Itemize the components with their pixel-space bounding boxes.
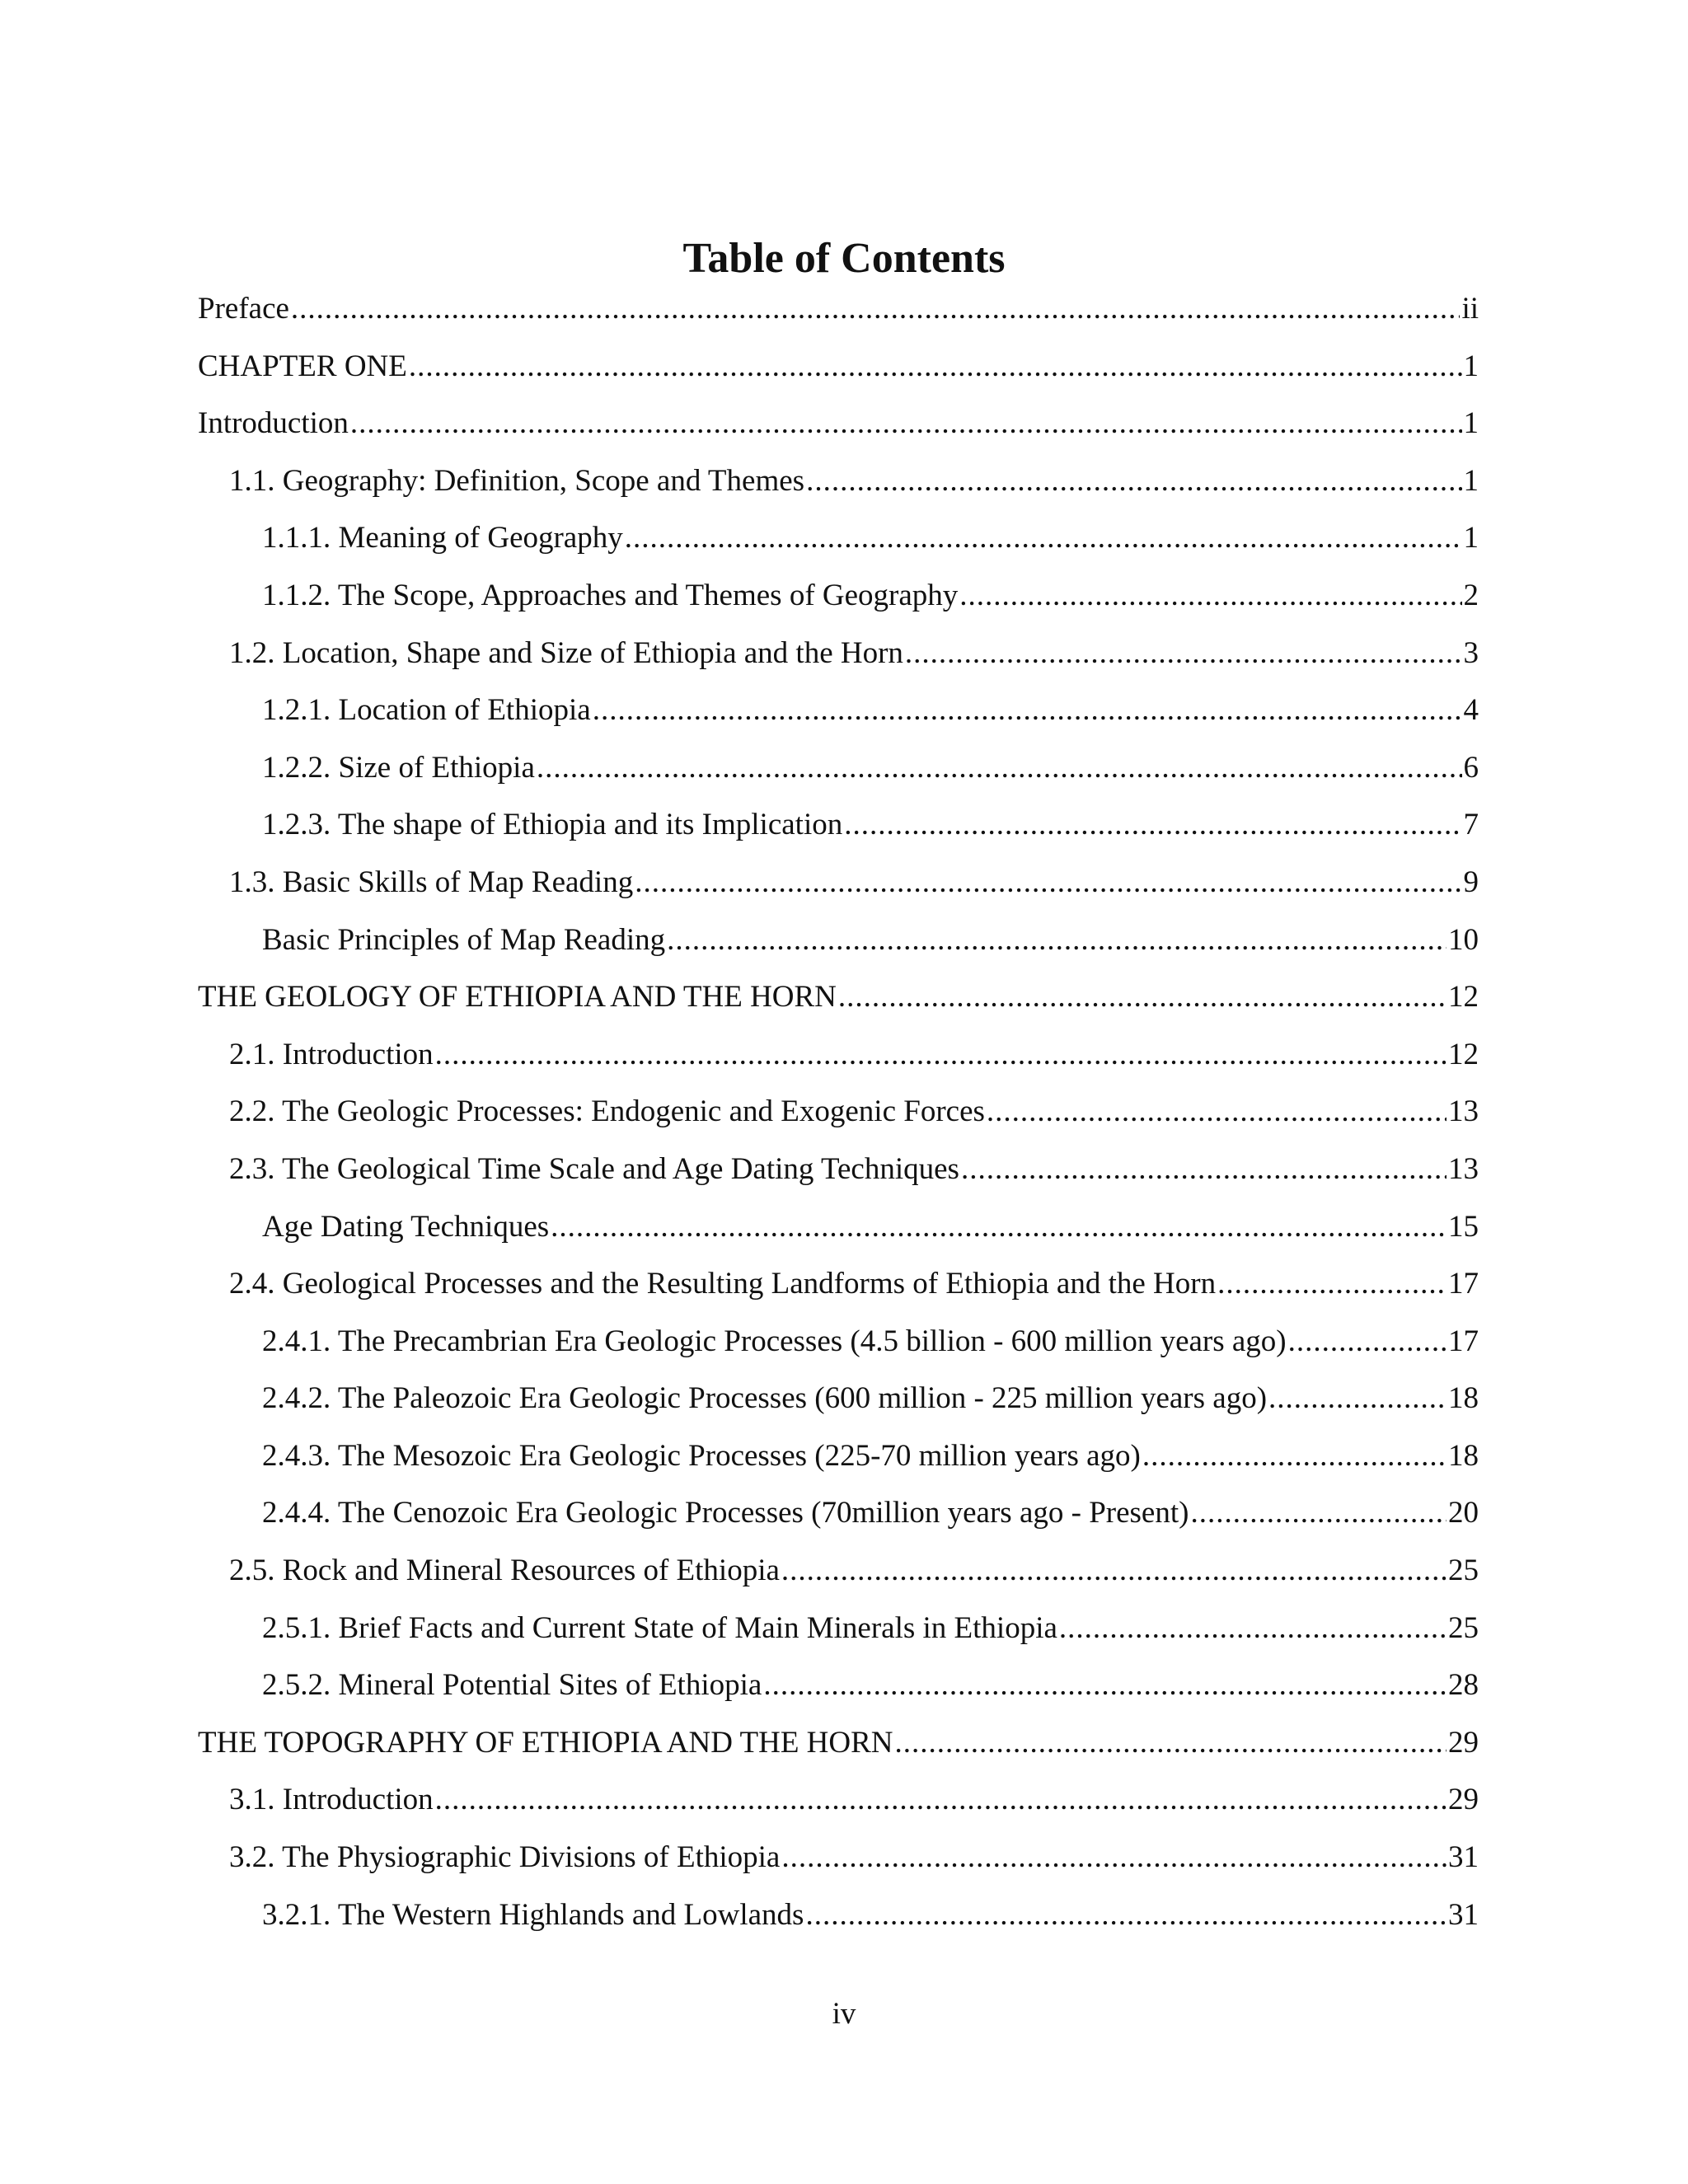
toc-entry-label: 2.4.3. The Mesozoic Era Geologic Processes (225-70 million years ago)	[262, 1438, 1141, 1473]
toc-entry-label: CHAPTER ONE	[198, 349, 407, 383]
toc-dot-leader	[1190, 1484, 1447, 1542]
toc-dot-leader	[537, 739, 1462, 797]
toc-entry-page-number: 13	[1448, 1151, 1479, 1186]
toc-entry-label: 2.4.2. The Paleozoic Era Geologic Processes (600 million - 225 million years ago)	[262, 1381, 1268, 1416]
toc-entry-page-number: ii	[1461, 292, 1479, 326]
toc-dot-leader	[667, 912, 1447, 969]
toc-entry-label: Basic Principles of Map Reading	[262, 922, 666, 957]
toc-entry[interactable]	[198, 1026, 1479, 1084]
toc-entry[interactable]	[198, 1255, 1479, 1313]
toc-entry[interactable]	[198, 625, 1479, 682]
toc-entry-page-number: 20	[1448, 1496, 1479, 1530]
toc-dot-leader	[838, 968, 1447, 1026]
toc-entry-page-number: 31	[1448, 1840, 1479, 1875]
toc-dot-leader	[435, 1026, 1447, 1084]
toc-entry-page-number: 2	[1463, 578, 1479, 612]
toc-entry[interactable]	[198, 280, 1479, 338]
toc-entry-label: 2.4.4. The Cenozoic Era Geologic Processes (70million years ago - Present)	[262, 1496, 1189, 1530]
toc-dot-leader	[1288, 1313, 1447, 1371]
toc-dot-leader	[781, 1542, 1447, 1600]
page-title: Table of Contents	[682, 235, 1006, 282]
toc-entry[interactable]	[198, 968, 1479, 1026]
toc-entry-label: 3.2. The Physiographic Divisions of Ethiopia	[229, 1840, 781, 1875]
toc-dot-leader	[1217, 1255, 1447, 1313]
toc-entry-label: 2.4.1. The Precambrian Era Geologic Processes (4.5 billion - 600 million years ago)	[262, 1324, 1287, 1358]
toc-entry-label: 3.2.1. The Western Highlands and Lowlands	[262, 1897, 804, 1932]
toc-entry-label: 2.3. The Geological Time Scale and Age Dating Techniques	[229, 1151, 959, 1186]
toc-dot-leader	[635, 854, 1461, 912]
toc-dot-leader	[844, 796, 1461, 854]
toc-entry-page-number: 3	[1463, 635, 1479, 670]
toc-entry-page-number: 1	[1463, 406, 1479, 441]
toc-dot-leader	[551, 1198, 1447, 1256]
toc-entry-page-number: 29	[1448, 1725, 1479, 1760]
toc-entry-label: 2.1. Introduction	[229, 1037, 434, 1071]
toc-entry[interactable]	[198, 854, 1479, 912]
toc-entry-label: THE GEOLOGY OF ETHIOPIA AND THE HORN	[198, 980, 837, 1015]
toc-dot-leader	[1268, 1370, 1447, 1427]
toc-dot-leader	[409, 338, 1462, 396]
toc-entry-page-number: 1	[1463, 521, 1479, 555]
toc-entry-label: 1.1.1. Meaning of Geography	[262, 521, 623, 555]
toc-entry[interactable]	[198, 1313, 1479, 1371]
toc-entry[interactable]	[198, 739, 1479, 797]
toc-entry[interactable]	[198, 1370, 1479, 1427]
toc-entry[interactable]	[198, 682, 1479, 739]
toc-entry-page-number: 7	[1463, 808, 1479, 842]
toc-dot-leader	[625, 509, 1462, 567]
toc-dot-leader	[805, 1886, 1447, 1944]
toc-entry-label: 2.5.1. Brief Facts and Current State of Main Minerals in Ethiopia	[262, 1610, 1057, 1645]
toc-dot-leader	[1059, 1600, 1447, 1657]
toc-entry[interactable]	[198, 1657, 1479, 1714]
toc-entry-page-number: 25	[1448, 1610, 1479, 1645]
toc-entry-page-number: 31	[1448, 1897, 1479, 1932]
toc-dot-leader	[435, 1771, 1447, 1829]
toc-dot-leader	[961, 1141, 1447, 1198]
toc-entry-page-number: 25	[1448, 1554, 1479, 1588]
toc-entry[interactable]	[198, 1198, 1479, 1256]
toc-dot-leader	[905, 625, 1462, 682]
toc-entry[interactable]	[198, 1829, 1479, 1886]
toc-entry[interactable]	[198, 1083, 1479, 1141]
toc-entry-label: 2.5.2. Mineral Potential Sites of Ethiopia	[262, 1668, 762, 1703]
toc-entry-label: 1.2. Location, Shape and Size of Ethiopia and the Horn	[229, 635, 903, 670]
toc-entry-page-number: 6	[1463, 750, 1479, 785]
toc-dot-leader	[806, 452, 1461, 510]
toc-entry-label: Introduction	[198, 406, 349, 441]
toc-entry-label: 1.2.3. The shape of Ethiopia and its Implication	[262, 808, 843, 842]
toc-entry-label: 1.1. Geography: Definition, Scope and Themes	[229, 463, 805, 498]
toc-entry[interactable]	[198, 509, 1479, 567]
toc-entry[interactable]	[198, 1542, 1479, 1600]
toc-entry[interactable]	[198, 1714, 1479, 1772]
toc-entry-page-number: 17	[1448, 1267, 1479, 1301]
toc-entry[interactable]	[198, 567, 1479, 625]
toc-entry-label: Age Dating Techniques	[262, 1209, 550, 1244]
toc-entry-page-number: 12	[1448, 980, 1479, 1015]
toc-entry-page-number: 13	[1448, 1094, 1479, 1129]
toc-entry[interactable]	[198, 1771, 1479, 1829]
toc-entry-page-number: 15	[1448, 1209, 1479, 1244]
toc-entry-label: 1.3. Basic Skills of Map Reading	[229, 865, 634, 899]
toc-dot-leader	[291, 280, 1461, 338]
table-of-contents	[198, 280, 1479, 1943]
toc-entry-label: 2.5. Rock and Mineral Resources of Ethiopia	[229, 1554, 780, 1588]
toc-dot-leader	[959, 567, 1461, 625]
toc-entry-label: Preface	[198, 292, 289, 326]
toc-entry[interactable]	[198, 338, 1479, 396]
toc-entry[interactable]	[198, 1484, 1479, 1542]
toc-dot-leader	[895, 1714, 1447, 1772]
toc-entry[interactable]	[198, 796, 1479, 854]
toc-entry[interactable]	[198, 1141, 1479, 1198]
toc-entry-page-number: 1	[1463, 349, 1479, 383]
toc-entry-page-number: 18	[1448, 1381, 1479, 1416]
toc-entry[interactable]	[198, 1427, 1479, 1485]
toc-entry[interactable]	[198, 1600, 1479, 1657]
toc-entry-page-number: 12	[1448, 1037, 1479, 1071]
toc-entry-page-number: 17	[1448, 1324, 1479, 1358]
toc-dot-leader	[763, 1657, 1447, 1714]
toc-entry[interactable]	[198, 395, 1479, 452]
toc-entry-label: 1.1.2. The Scope, Approaches and Themes of Geography	[262, 578, 959, 612]
toc-entry-page-number: 28	[1448, 1668, 1479, 1703]
toc-entry-page-number: 18	[1448, 1438, 1479, 1473]
toc-entry-label: THE TOPOGRAPHY OF ETHIOPIA AND THE HORN	[198, 1725, 893, 1760]
toc-entry-page-number: 1	[1463, 463, 1479, 498]
toc-entry-label: 2.2. The Geologic Processes: Endogenic and Exogenic Forces	[229, 1094, 985, 1129]
toc-entry-label: 1.2.2. Size of Ethiopia	[262, 750, 535, 785]
toc-dot-leader	[1142, 1427, 1447, 1485]
toc-entry-page-number: 29	[1448, 1783, 1479, 1817]
toc-entry-page-number: 10	[1448, 922, 1479, 957]
toc-dot-leader	[781, 1829, 1447, 1886]
toc-entry-page-number: 9	[1463, 865, 1479, 899]
toc-entry[interactable]	[198, 912, 1479, 969]
toc-entry-label: 1.2.1. Location of Ethiopia	[262, 693, 591, 728]
toc-dot-leader	[987, 1083, 1447, 1141]
toc-entry[interactable]	[198, 1886, 1479, 1944]
toc-entry[interactable]	[198, 452, 1479, 510]
toc-entry-label: 2.4. Geological Processes and the Resulting Landforms of Ethiopia and the Horn	[229, 1267, 1217, 1301]
toc-entry-page-number: 4	[1463, 693, 1479, 728]
toc-dot-leader	[350, 395, 1462, 452]
toc-entry-label: 3.1. Introduction	[229, 1783, 434, 1817]
toc-dot-leader	[593, 682, 1462, 739]
page-number: iv	[832, 1997, 856, 2031]
